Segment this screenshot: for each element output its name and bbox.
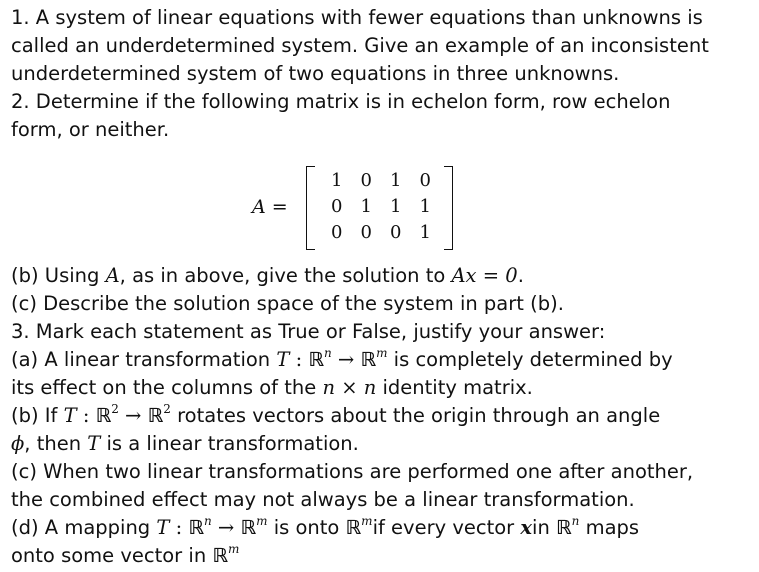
- q3-intro: 3. Mark each statement as True or False, justify your answer:: [11, 320, 606, 343]
- q3-part-c-line-1: (c) When two linear transformations are performed one after another,: [11, 460, 694, 483]
- matrix-cell: 0: [360, 170, 372, 191]
- q1-line-3: underdetermined system of two equations in three unknowns.: [11, 62, 620, 85]
- q1-line-2: called an underdetermined system. Give an example of an inconsistent: [11, 34, 709, 57]
- matrix-cell: 0: [331, 196, 343, 217]
- q3-part-d-line-2: onto some vector in ℝ$^m$: [11, 541, 240, 567]
- q2-line-1: 2. Determine if the following matrix is in echelon form, row echelon: [11, 90, 671, 113]
- matrix-cell: 0: [360, 222, 372, 243]
- matrix-cell: 1: [331, 170, 343, 191]
- matrix-right-bracket: [444, 166, 453, 250]
- q3-part-c-line-2: the combined effect may not always be a linear transformation.: [11, 488, 635, 511]
- matrix-a: [252, 166, 462, 250]
- q3-part-a-line-1: (a) A linear transformation T : ℝ$^n$ → ℝ$^m$ is completely determined by: [11, 345, 673, 371]
- matrix-cell: 0: [390, 222, 402, 243]
- matrix-cell: 1: [390, 170, 402, 191]
- matrix-label: A =: [252, 196, 288, 218]
- q2-part-b: (b) Using A, as in above, give the solution to Ax = 0.: [11, 264, 524, 287]
- q2-line-2: form, or neither.: [11, 118, 170, 141]
- matrix-cell: 1: [419, 196, 431, 217]
- q1-line-1: 1. A system of linear equations with fewer equations than unknowns is: [11, 6, 703, 29]
- matrix-entries: [322, 170, 440, 248]
- matrix-cell: 1: [419, 222, 431, 243]
- matrix-cell: 1: [390, 196, 402, 217]
- q3-part-a-line-2: its effect on the columns of the n × n identity matrix.: [11, 376, 533, 399]
- q3-part-b-line-2: ϕ, then T is a linear transformation.: [11, 432, 359, 455]
- q3-part-b-line-1: (b) If T : ℝ$^2$ → ℝ$^2$ rotates vectors about the origin through an angle: [11, 401, 661, 427]
- q2-part-c: (c) Describe the solution space of the system in part (b).: [11, 292, 564, 315]
- matrix-cell: 0: [331, 222, 343, 243]
- matrix-cell: 0: [419, 170, 431, 191]
- q3-part-d-line-1: (d) A mapping T : ℝ$^n$ → ℝ$^m$ is onto ℝ$^m$if every vector xin ℝ$^n$ maps: [11, 513, 640, 539]
- matrix-left-bracket: [306, 166, 315, 250]
- matrix-cell: 1: [360, 196, 372, 217]
